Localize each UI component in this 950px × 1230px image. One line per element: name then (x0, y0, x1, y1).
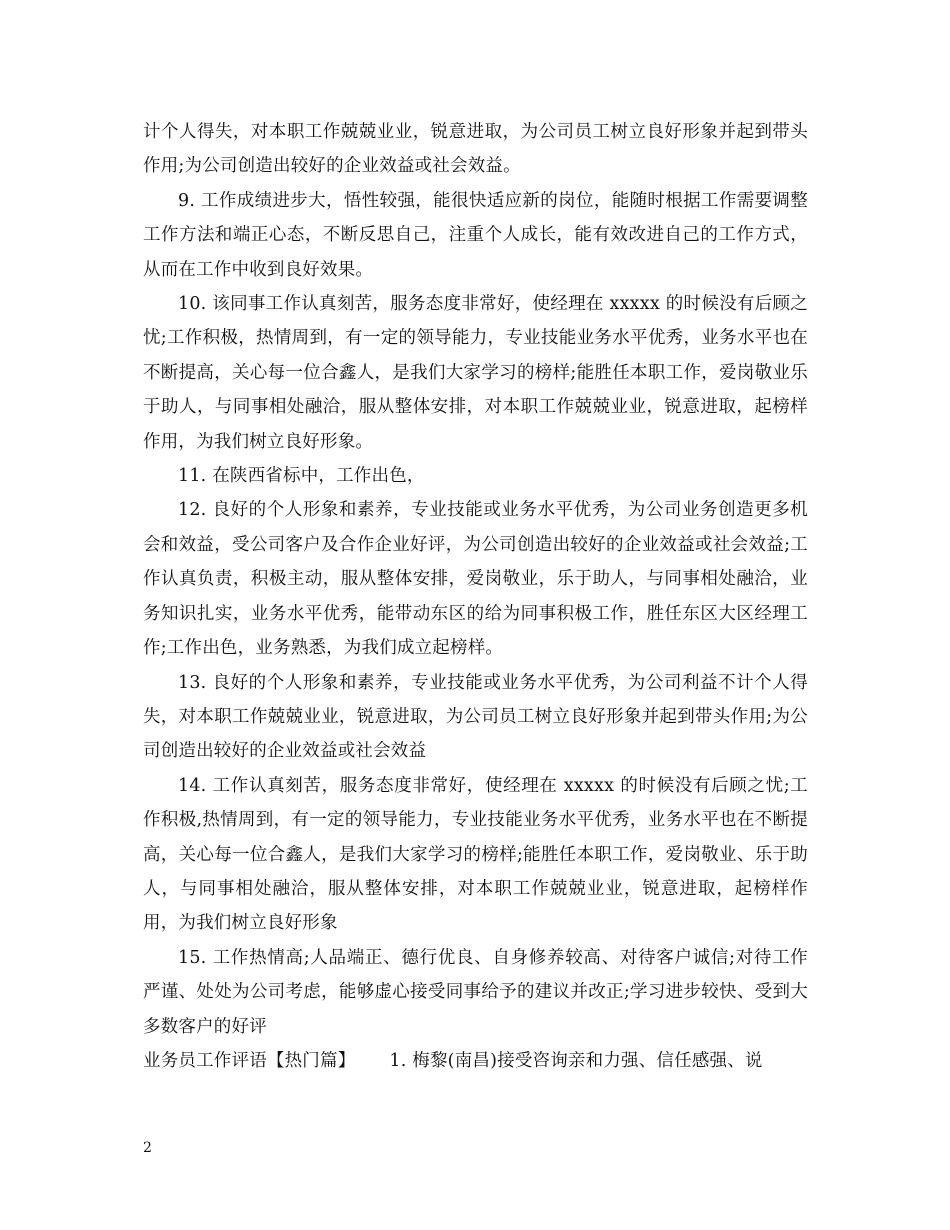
paragraph-14: 14. 工作认真刻苦，服务态度非常好，使经理在 xxxxx 的时候没有后顾之忧;工作积极,热情周到，有一定的领导能力，专业技能业务水平优秀，业务水平也在不断提高，关心每一位合鑫人，是我们大家学习的榜样;能胜任本职工作，爱岗敬业、乐于助人，与同事相处融洽，服从整体安排，对本职工作兢兢业业，锐意进取，起榜样作用，为我们树立良好形象 (143, 775, 808, 934)
section-heading: 业务员工作评语【热门篇】 (143, 1050, 356, 1071)
paragraph-15: 15. 工作热情高;人品端正、德行优良、自身修养较高、对待客户诚信;对待工作严谨、处处为公司考虑，能够虚心接受同事给予的建议并改正;学习进步较快、受到大多数客户的好评 (143, 947, 808, 1037)
document-body (143, 115, 808, 1078)
paragraph-8-continued: 计个人得失，对本职工作兢兢业业，锐意进取，为公司员工树立良好形象并起到带头作用;为公司创造出较好的企业效益或社会效益。 (143, 122, 808, 177)
paragraph-13: 13. 良好的个人形象和素养，专业技能或业务水平优秀，为公司利益不计个人得失，对本职工作兢兢业业，锐意进取，为公司员工树立良好形象并起到带头作用;为公司创造出较好的企业效益或社会效益 (143, 672, 808, 762)
paragraph-9: 9. 工作成绩进步大，悟性较强，能很快适应新的岗位，能随时根据工作需要调整工作方法和端正心态，不断反思自己，注重个人成长，能有效改进自己的工作方式，从而在工作中收到良好效果。 (143, 190, 808, 280)
section-heading-line (143, 1044, 808, 1078)
heading-followup-text: 1. 梅黎(南昌)接受咨询亲和力强、信任感强、说 (389, 1050, 763, 1071)
paragraph-11: 11. 在陕西省标中，工作出色， (178, 466, 425, 487)
page-number: 2 (143, 1140, 152, 1156)
paragraph-10: 10. 该同事工作认真刻苦，服务态度非常好，使经理在 xxxxx 的时候没有后顾之忧;工作积极，热情周到，有一定的领导能力，专业技能业务水平优秀，业务水平也在不断提高，关心每一位合鑫人，是我们大家学习的榜样;能胜任本职工作，爱岗敬业乐于助人，与同事相处融洽，服从整体安排，对本职工作兢兢业业，锐意进取，起榜样作用，为我们树立良好形象。 (143, 294, 808, 452)
paragraph-12: 12. 良好的个人形象和素养，专业技能或业务水平优秀，为公司业务创造更多机会和效益，受公司客户及合作企业好评，为公司创造出较好的企业效益或社会效益;工作认真负责，积极主动，服从整体安排，爱岗敬业，乐于助人，与同事相处融洽，业务知识扎实，业务水平优秀，能带动东区的给为同事积极工作，胜任东区大区经理工作;工作出色，业务熟悉，为我们成立起榜样。 (143, 500, 808, 659)
